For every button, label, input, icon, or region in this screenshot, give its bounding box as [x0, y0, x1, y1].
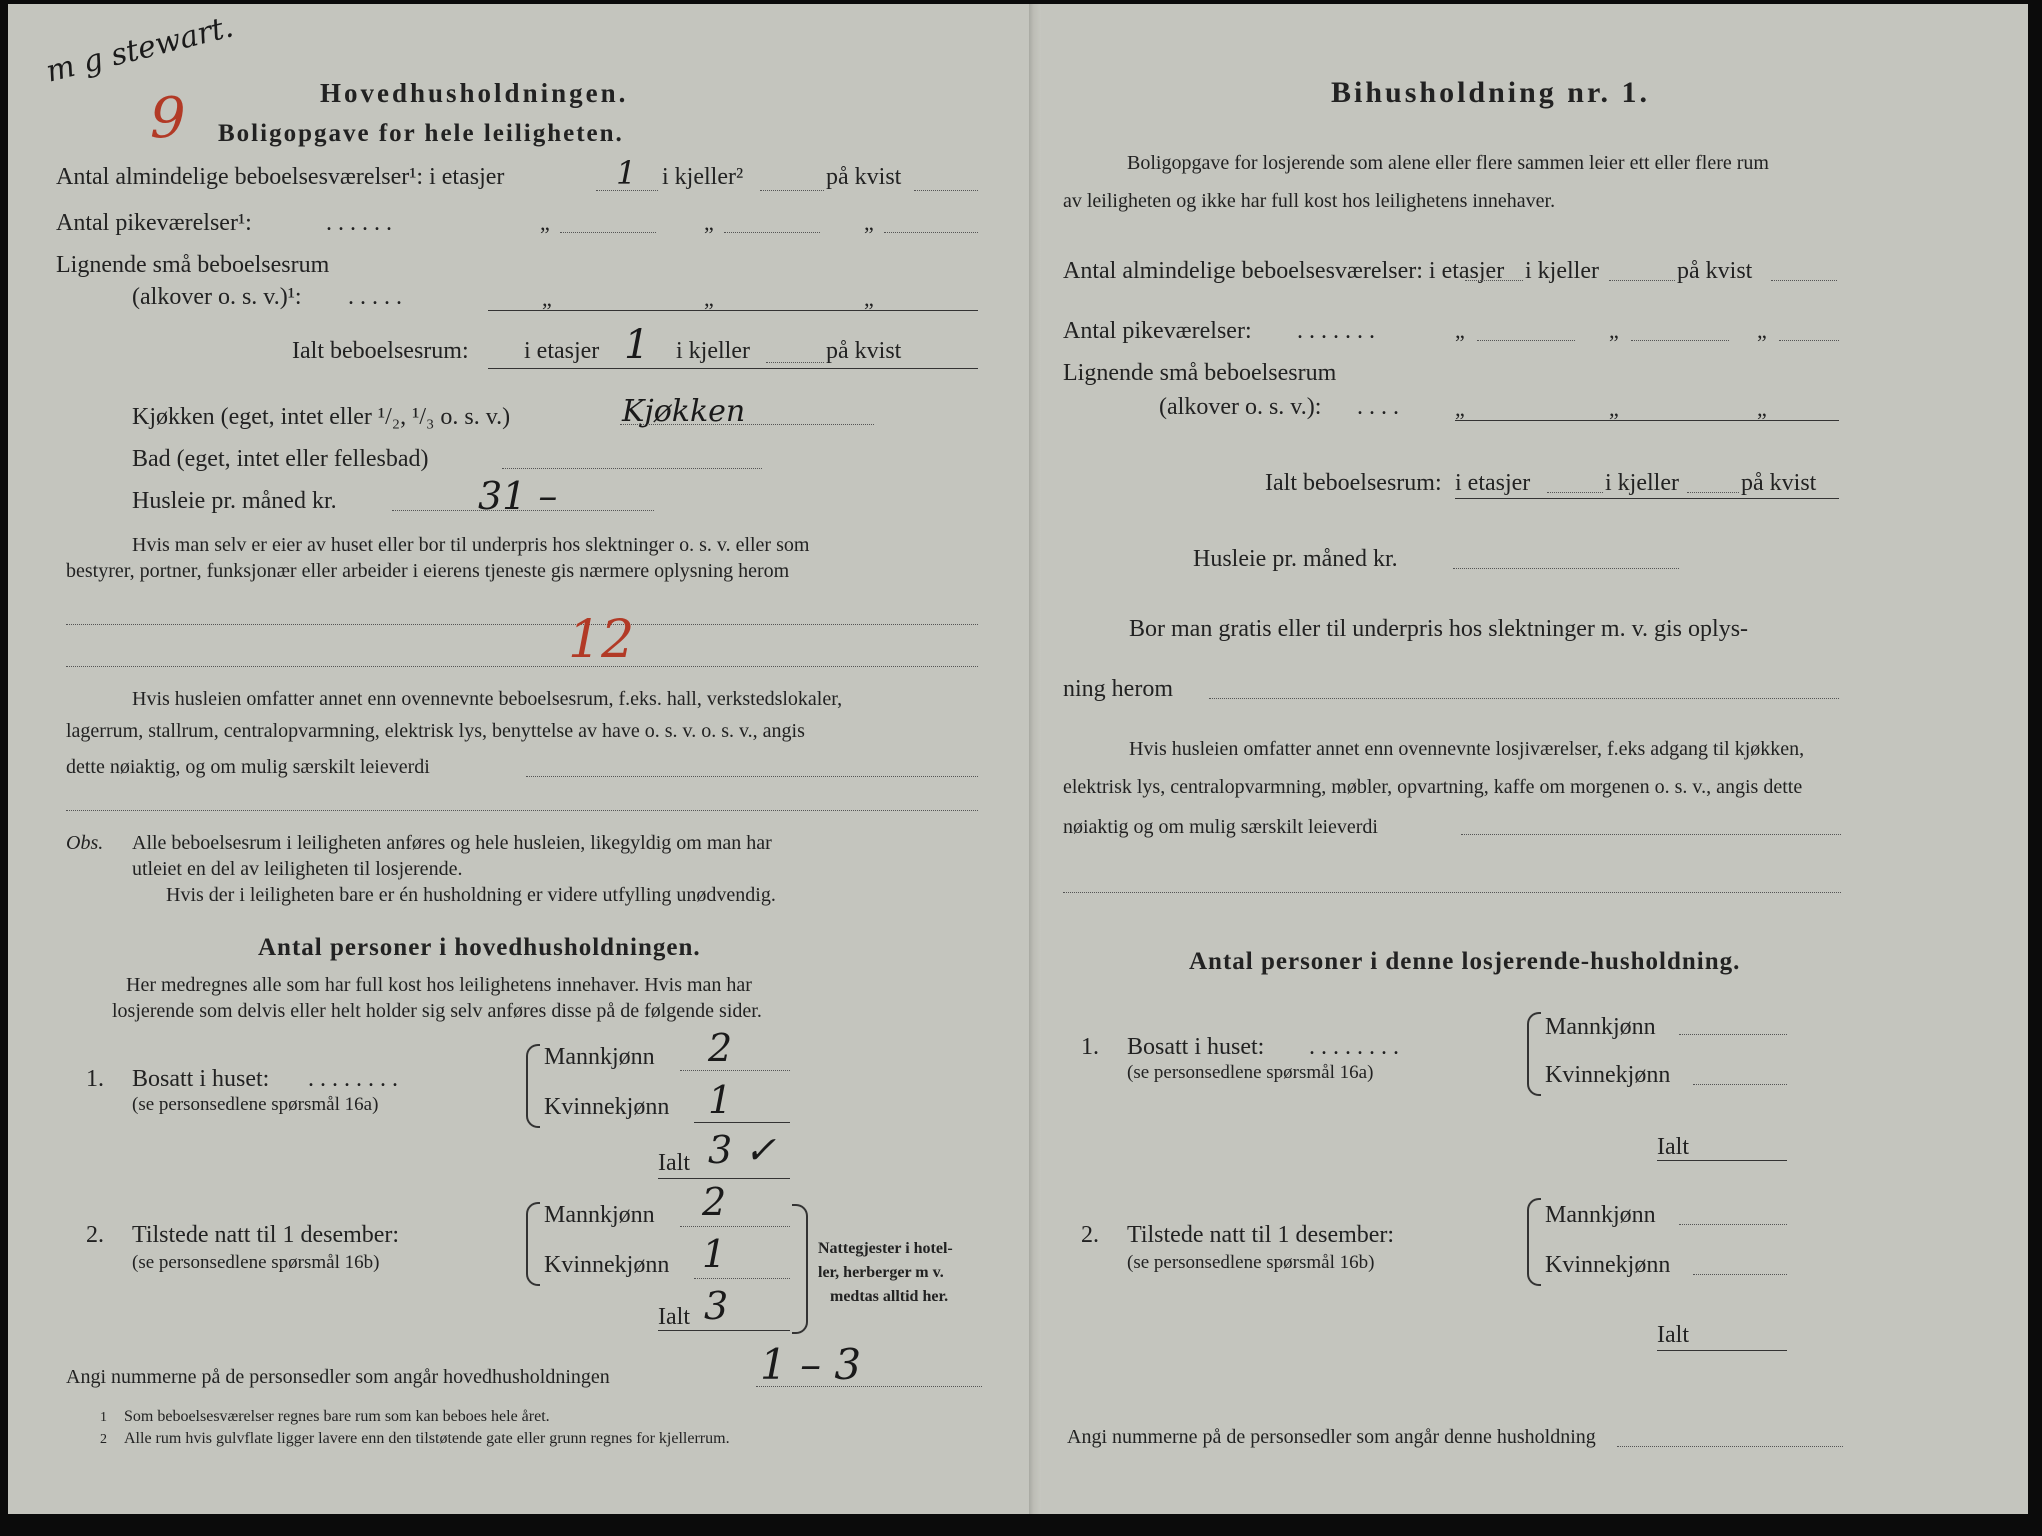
row-beboelsesvaerelser-label: Antal almindelige beboelsesværelser: i etasjer — [1063, 258, 1505, 284]
field-q2-kvinne[interactable] — [694, 1278, 790, 1279]
field-leieverdi-2[interactable] — [1063, 892, 1841, 893]
field-leieverdi[interactable] — [526, 776, 978, 777]
intro-text-1: Boligopgave for losjerende som alene eller flere sammen leier ett eller flere rum — [1127, 152, 1769, 174]
obs-text-3: Hvis der i leiligheten bare er én husholdning er videre utfylling unødvendig. — [166, 884, 776, 906]
handwritten-corner-number: 9 — [150, 86, 186, 151]
dots: . . . . . — [348, 284, 402, 310]
persons-title: Antal personer i denne losjerende-husholdning. — [1189, 948, 1741, 975]
field-pike-kvist[interactable] — [1779, 340, 1839, 341]
q1-label: Bosatt i huset: — [1127, 1034, 1265, 1060]
q1-sub: (se personsedlene spørsmål 16a) — [1127, 1062, 1374, 1083]
row-alkover-label: (alkover o. s. v.): — [1159, 394, 1322, 420]
q1-mann-label: Mannkjønn — [544, 1044, 655, 1070]
page-fold — [1029, 4, 1041, 1514]
hw-big-number: 12 — [568, 610, 635, 670]
hw-q2-kvinne: 1 — [702, 1232, 727, 1276]
dots: . . . . — [1357, 394, 1399, 420]
nattegjester-note-1: Nattegjester i hotel- — [818, 1240, 953, 1257]
dots: . . . . . . . . — [1309, 1034, 1399, 1060]
q2-sub: (se personsedlene spørsmål 16b) — [1127, 1252, 1375, 1273]
ialt-kvist-label: på kvist — [1741, 470, 1817, 496]
nattegjester-note-2: ler, herberger m v. — [818, 1264, 944, 1281]
field-ialt-etasjer[interactable] — [1547, 492, 1603, 493]
q2-number: 2. — [1081, 1222, 1099, 1248]
hw-husleie: 31 – — [478, 474, 558, 518]
q1-kvinne-label: Kvinnekjønn — [544, 1094, 670, 1120]
omfatter-text-1: Hvis husleien omfatter annet enn ovennevnte beboelsesrum, f.eks. hall, verkstedslokaler, — [132, 688, 843, 710]
intro-text-2: av leiligheten og ikke har full kost hos leilighetens innehaver. — [1063, 190, 1556, 212]
field-gratis[interactable] — [1209, 698, 1839, 699]
field-q1-ialt[interactable] — [1657, 1160, 1787, 1161]
field-q2-kvinne[interactable] — [1693, 1274, 1787, 1275]
field-q1-kvinne[interactable] — [1693, 1084, 1787, 1085]
field-bad[interactable] — [502, 468, 762, 469]
ialt-label: Ialt beboelsesrum: — [292, 338, 469, 364]
field-ialt-kjeller[interactable] — [1687, 492, 1739, 493]
row-pikevaerelser-label: Antal pikeværelser: — [1063, 318, 1252, 344]
brace — [1527, 1198, 1541, 1286]
ditto-mark: „ — [1455, 396, 1465, 421]
q2-mann-label: Mannkjønn — [1545, 1202, 1656, 1228]
q2-sub: (se personsedlene spørsmål 16b) — [132, 1252, 380, 1273]
q2-number: 2. — [86, 1222, 104, 1248]
bad-label: Bad (eget, intet eller fellesbad) — [132, 446, 429, 472]
obs-label: Obs. — [66, 832, 104, 854]
obs-text-2: utleiet en del av leiligheten til losjerende. — [132, 858, 463, 880]
field-husleie[interactable] — [1453, 568, 1679, 569]
handwritten-corner-note: m g stewart. — [42, 9, 237, 90]
ialt-label: Ialt beboelsesrum: — [1265, 470, 1442, 496]
field-leieverdi[interactable] — [1461, 834, 1841, 835]
hw-q2-ialt: 3 — [704, 1284, 729, 1328]
q2-ialt-label: Ialt — [658, 1304, 690, 1330]
hw-q1-kvinne: 1 — [708, 1078, 733, 1122]
field-pike-etasjer[interactable] — [1477, 340, 1575, 341]
footnote-mark: 1 — [100, 1410, 107, 1425]
field-q2-mann[interactable] — [680, 1226, 790, 1227]
ditto-mark: „ — [542, 286, 552, 311]
ditto-mark: „ — [1757, 318, 1767, 343]
dots: . . . . . . — [326, 210, 392, 236]
field-pike-kvist[interactable] — [884, 232, 978, 233]
omfatter-text-3: nøiaktig og om mulig særskilt leieverdi — [1063, 816, 1378, 838]
label-kvist: på kvist — [1677, 258, 1753, 284]
kjokken-label: Kjøkken (eget, intet eller ¹/₂, ¹/₃ o. s. v.) — [132, 404, 511, 430]
row-pikevaerelser-label: Antal pikeværelser¹: — [56, 210, 252, 236]
hw-nummerne: 1 – 3 — [760, 1340, 862, 1389]
ditto-mark: „ — [1609, 318, 1619, 343]
field-q2-ialt[interactable] — [1657, 1350, 1787, 1351]
field-q1-kvinne[interactable] — [694, 1122, 790, 1123]
field-ialt-kjeller[interactable] — [766, 362, 824, 363]
q2-kvinne-label: Kvinnekjønn — [544, 1252, 670, 1278]
field-q2-ialt[interactable] — [658, 1330, 790, 1331]
label-kjeller: i kjeller² — [662, 164, 744, 190]
q1-mann-label: Mannkjønn — [1545, 1014, 1656, 1040]
brace — [792, 1204, 808, 1334]
field-kjeller[interactable] — [1609, 280, 1675, 281]
ialt-etasjer-label: i etasjer — [1455, 470, 1531, 496]
persons-title: Antal personer i hovedhusholdningen. — [258, 934, 701, 961]
field-kvist[interactable] — [914, 190, 978, 191]
field-kjokken[interactable] — [620, 424, 874, 425]
ialt-kvist-label: på kvist — [826, 338, 902, 364]
hw-kjokken: Kjøkken — [622, 394, 746, 429]
q2-mann-label: Mannkjønn — [544, 1202, 655, 1228]
omfatter-text-1: Hvis husleien omfatter annet enn ovennevnte losjiværelser, f.eks adgang til kjøkken, — [1129, 738, 1805, 760]
eier-text-2: bestyrer, portner, funksjonær eller arbeider i eierens tjeneste gis nærmere oplysning herom — [66, 560, 790, 582]
field-kjeller[interactable] — [760, 190, 824, 191]
field-alkover[interactable] — [488, 310, 978, 311]
row-lignende-label: Lignende små beboelsesrum — [56, 252, 330, 278]
footnote-1: Som beboelsesværelser regnes bare rum som kan beboes hele året. — [124, 1408, 550, 1425]
omfatter-text-2: elektrisk lys, centralopvarmning, møbler, opvartning, kaffe om morgenen o. s. v., angis dette — [1063, 776, 1803, 798]
ialt-kjeller-label: i kjeller — [676, 338, 750, 364]
page-subtitle: Boligopgave for hele leiligheten. — [218, 120, 624, 147]
eier-text-1: Hvis man selv er eier av huset eller bor til underpris hos slektninger o. s. v. eller som — [132, 534, 810, 556]
field-pike-kjeller[interactable] — [724, 232, 820, 233]
ditto-mark: „ — [1609, 396, 1619, 421]
ialt-underline — [1455, 498, 1839, 499]
hw-q1-ialt: 3 ✓ — [708, 1128, 777, 1172]
q1-ialt-label: Ialt — [1657, 1134, 1689, 1160]
brace — [526, 1044, 540, 1128]
label-kjeller: i kjeller — [1525, 258, 1599, 284]
ditto-mark: „ — [864, 210, 874, 235]
persons-text-1: Her medregnes alle som har full kost hos leilighetens innehaver. Hvis man har — [126, 974, 752, 996]
field-pike-kjeller[interactable] — [1631, 340, 1729, 341]
q1-number: 1. — [1081, 1034, 1099, 1060]
field-q1-ialt[interactable] — [658, 1178, 790, 1179]
ialt-underline — [488, 368, 978, 369]
field-eier-1[interactable] — [66, 624, 978, 625]
q1-number: 1. — [86, 1066, 104, 1092]
ditto-mark: „ — [704, 210, 714, 235]
field-alkover[interactable] — [1455, 420, 1839, 421]
field-q1-mann[interactable] — [680, 1070, 790, 1071]
brace — [526, 1202, 540, 1286]
field-eier-2[interactable] — [66, 666, 978, 667]
ditto-mark: „ — [704, 286, 714, 311]
row-alkover-label: (alkover o. s. v.)¹: — [132, 284, 302, 310]
right-page-bihusholdning — [1041, 4, 2028, 1514]
gratis-text-2: ning herom — [1063, 676, 1173, 702]
q1-sub: (se personsedlene spørsmål 16a) — [132, 1094, 379, 1115]
footnote-2: Alle rum hvis gulvflate ligger lavere enn den tilstøtende gate eller grunn regnes for kjellerrum. — [124, 1430, 730, 1447]
gratis-text-1: Bor man gratis eller til underpris hos slektninger m. v. gis oplys- — [1129, 616, 1749, 642]
omfatter-text-2: lagerrum, stallrum, centralopvarmning, elektrisk lys, benyttelse av have o. s. v. o. s. v., angis — [66, 720, 805, 742]
q2-label: Tilstede natt til 1 desember: — [1127, 1222, 1395, 1248]
ditto-mark: „ — [1455, 318, 1465, 343]
field-kvist[interactable] — [1771, 280, 1837, 281]
left-page-hovedhusholdning — [8, 4, 1029, 1514]
q1-ialt-label: Ialt — [658, 1150, 690, 1176]
field-leieverdi-2[interactable] — [66, 810, 978, 811]
census-form-sheet — [8, 4, 2028, 1514]
obs-text-1: Alle beboelsesrum i leiligheten anføres og hele husleien, likegyldig om man har — [132, 832, 772, 854]
hw-ialt-etasjer: 1 — [624, 322, 650, 368]
q2-label: Tilstede natt til 1 desember: — [132, 1222, 400, 1248]
field-q1-mann[interactable] — [1679, 1034, 1787, 1035]
persons-text-2: losjerende som delvis eller helt holder sig selv anføres disse på de følgende sider. — [112, 1000, 762, 1022]
ditto-mark: „ — [864, 286, 874, 311]
q1-kvinne-label: Kvinnekjønn — [1545, 1062, 1671, 1088]
q2-ialt-label: Ialt — [1657, 1322, 1689, 1348]
dots: . . . . . . . — [1297, 318, 1375, 344]
nattegjester-note-3: medtas alltid her. — [830, 1288, 949, 1305]
husleie-label: Husleie pr. måned kr. — [132, 488, 337, 514]
q2-kvinne-label: Kvinnekjønn — [1545, 1252, 1671, 1278]
ditto-mark: „ — [540, 210, 550, 235]
brace — [1527, 1012, 1541, 1096]
field-q2-mann[interactable] — [1679, 1224, 1787, 1225]
q1-label: Bosatt i huset: — [132, 1066, 270, 1092]
angi-nummerne: Angi nummerne på de personsedler som angår denne husholdning — [1067, 1426, 1596, 1448]
ditto-mark: „ — [1757, 396, 1767, 421]
hw-q2-mann: 2 — [702, 1180, 727, 1224]
row-beboelsesvaerelser-label: Antal almindelige beboelsesværelser¹: i etasjer — [56, 164, 505, 190]
hw-etasjer-value: 1 — [616, 154, 637, 192]
field-angi[interactable] — [1617, 1446, 1843, 1447]
angi-nummerne: Angi nummerne på de personsedler som angår hovedhusholdningen — [66, 1366, 610, 1388]
page-title: Bihusholdning nr. 1. — [1331, 76, 1651, 109]
hw-q1-mann: 2 — [708, 1026, 733, 1070]
label-kvist: på kvist — [826, 164, 902, 190]
page-title: Hovedhusholdningen. — [320, 78, 629, 108]
row-lignende-label: Lignende små beboelsesrum — [1063, 360, 1337, 386]
ialt-kjeller-label: i kjeller — [1605, 470, 1679, 496]
field-pike-etasjer[interactable] — [560, 232, 656, 233]
field-etasjer[interactable] — [1465, 280, 1523, 281]
omfatter-text-3: dette nøiaktig, og om mulig særskilt leieverdi — [66, 756, 430, 778]
dots: . . . . . . . . — [308, 1066, 398, 1092]
ialt-etasjer-label: i etasjer — [524, 338, 600, 364]
husleie-label: Husleie pr. måned kr. — [1193, 546, 1398, 572]
footnote-mark: 2 — [100, 1432, 107, 1447]
